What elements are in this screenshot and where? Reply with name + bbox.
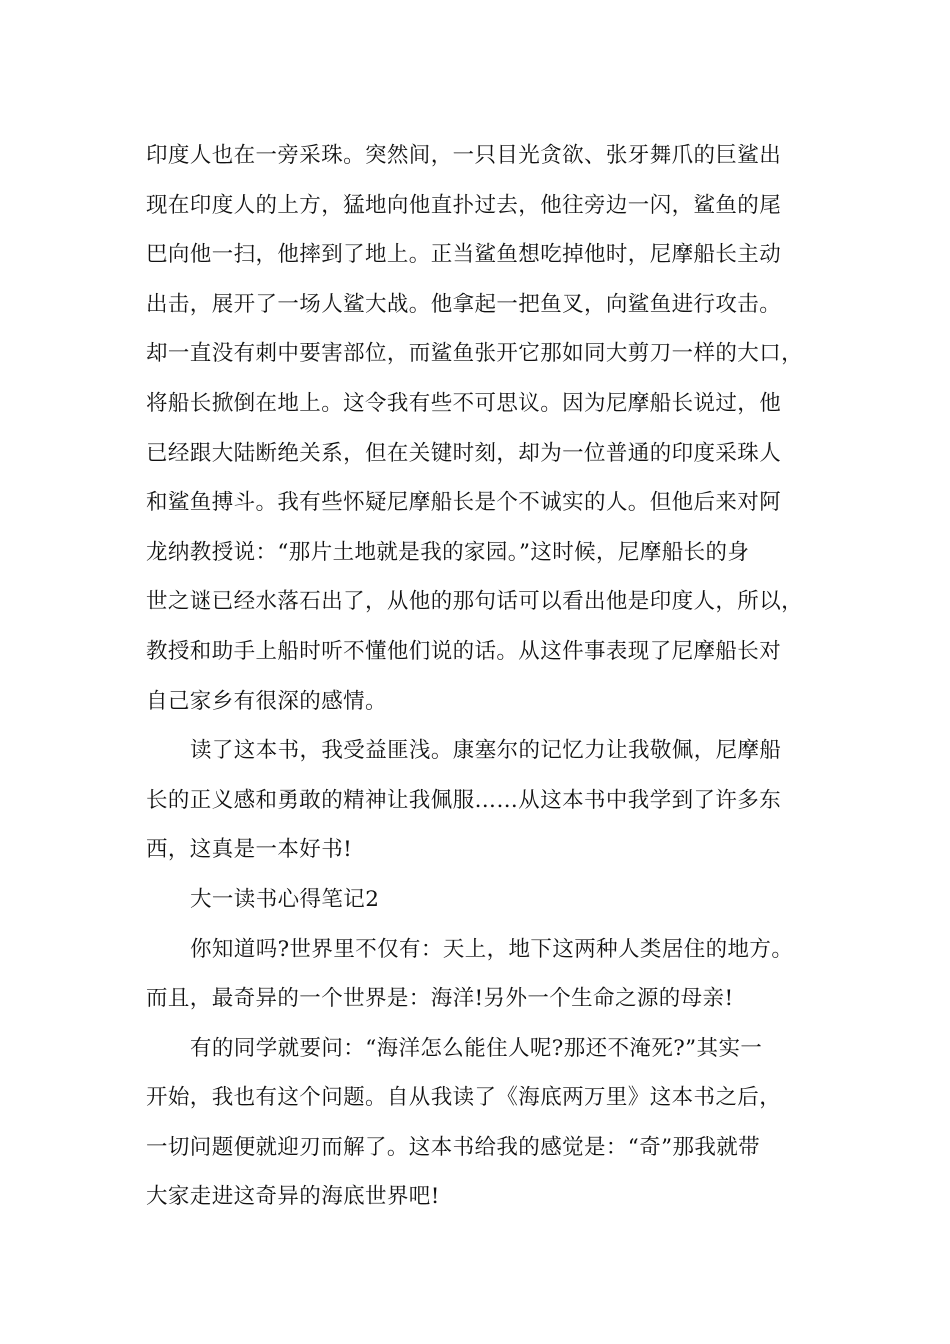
text-line: 印度人也在一旁采珠。突然间，一只目光贪欲、张牙舞爪的巨鲨出 [146,143,782,168]
text-line: 西，这真是一本好书! [146,837,353,863]
text-line: 有的同学就要问：“海洋怎么能住人呢?那还不淹死?”其实一 [190,1035,763,1061]
text-line: 出击，展开了一场人鲨大战。他拿起一把鱼叉，向鲨鱼进行攻击。 [146,291,782,317]
text-line: 将船长掀倒在地上。这令我有些不可思议。因为尼摩船长说过，他 [146,390,782,416]
paragraph-worlds [146,925,808,1024]
text-line: 读了这本书，我受益匪浅。康塞尔的记忆力让我敬佩，尼摩船 [190,738,782,764]
document-body [146,131,808,1222]
text-line: 而且，最奇异的一个世界是：海洋!另外一个生命之源的母亲! [146,986,734,1012]
section-heading: 大一读书心得笔记2 [190,886,380,912]
text-line: 现在印度人的上方，猛地向他直扑过去，他往旁边一闪，鲨鱼的尾 [146,192,782,218]
text-line: 一切问题便就迎刃而解了。这本书给我的感觉是：“奇”那我就带 [146,1134,761,1160]
text-line: 龙纳教授说：“那片土地就是我的家园。”这时候，尼摩船长的身 [146,539,750,565]
paragraph-ocean-question [146,1024,808,1222]
text-line: 却一直没有刺中要害部位，而鲨鱼张开它那如同大剪刀一样的大口， [146,341,804,367]
text-line: 和鲨鱼搏斗。我有些怀疑尼摩船长是个不诚实的人。但他后来对阿 [146,490,782,516]
text-line: 大家走进这奇异的海底世界吧! [146,1184,440,1210]
paragraph-shark-fight [146,131,808,726]
text-line: 你知道吗?世界里不仅有：天上，地下这两种人类居住的地方。 [190,936,794,962]
text-line: 长的正义感和勇敢的精神让我佩服……从这本书中我学到了许多东 [146,787,782,813]
text-line: 已经跟大陆断绝关系，但在关键时刻，却为一位普通的印度采珠人 [146,440,782,466]
text-line: 世之谜已经水落石出了，从他的那句话可以看出他是印度人，所以， [146,589,804,615]
text-line: 巴向他一扫，他摔到了地上。正当鲨鱼想吃掉他时，尼摩船长主动 [146,242,782,268]
text-line: 教授和助手上船时听不懂他们说的话。从这件事表现了尼摩船长对 [146,638,782,664]
paragraph-conclusion [146,726,808,875]
text-line: 开始，我也有这个问题。自从我读了《海底两万里》这本书之后， [146,1085,782,1111]
text-line: 自己家乡有很深的感情。 [146,688,387,714]
